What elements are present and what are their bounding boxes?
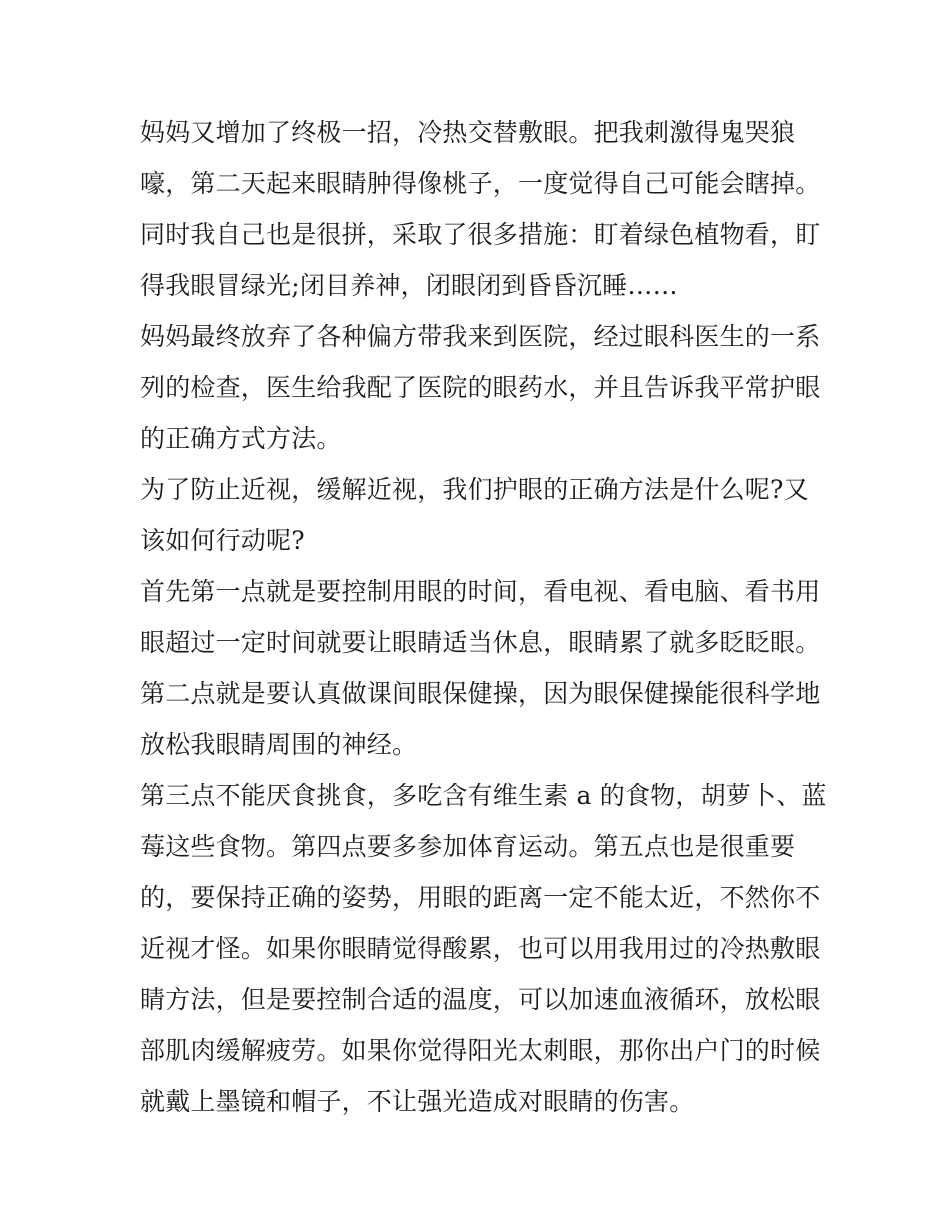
text-line: 同时我自己也是很拼，采取了很多措施：盯着绿色植物看，盯: [140, 220, 821, 249]
text-line: 就戴上墨镜和帽子，不让强光造成对眼睛的伤害。: [140, 1087, 695, 1116]
text-line: 近视才怪。如果你眼睛觉得酸累，也可以用我用过的冷热敷眼: [140, 934, 821, 963]
text-line: 该如何行动呢?: [140, 526, 305, 555]
text-line: 嚎，第二天起来眼睛肿得像桃子，一度觉得自己可能会瞎掉。: [140, 169, 821, 198]
text-line: 列的检查，医生给我配了医院的眼药水，并且告诉我平常护眼: [140, 373, 821, 402]
text-line: 的正确方式方法。: [140, 424, 342, 453]
text-line: 得我眼冒绿光;闭目养神，闭眼闭到昏昏沉睡……: [140, 271, 678, 300]
text-line: 的，要保持正确的姿势，用眼的距离一定不能太近，不然你不: [140, 883, 821, 912]
text-line: 莓这些食物。第四点要多参加体育运动。第五点也是很重要: [140, 832, 796, 861]
text-line: 妈妈又增加了终极一招，冷热交替敷眼。把我刺激得鬼哭狼: [140, 118, 796, 147]
text-line: 妈妈最终放弃了各种偏方带我来到医院，经过眼科医生的一系: [140, 322, 821, 351]
text-line: 首先第一点就是要控制用眼的时间，看电视、看电脑、看书用: [140, 577, 821, 606]
document-body: [140, 107, 827, 1127]
text-line: 为了防止近视，缓解近视，我们护眼的正确方法是什么呢?又: [140, 475, 809, 504]
text-line: 放松我眼睛周围的神经。: [140, 730, 418, 759]
text-line: 睛方法，但是要控制合适的温度，可以加速血液循环，放松眼: [140, 985, 821, 1014]
text-line: 第三点不能厌食挑食，多吃含有维生素 a 的食物，胡萝卜、蓝: [140, 781, 827, 810]
text-line: 部肌肉缓解疲劳。如果你觉得阳光太刺眼，那你出户门的时候: [140, 1036, 821, 1065]
text-line: 第二点就是要认真做课间眼保健操，因为眼保健操能很科学地: [140, 679, 821, 708]
text-line: 眼超过一定时间就要让眼睛适当休息，眼睛累了就多眨眨眼。: [140, 628, 821, 657]
